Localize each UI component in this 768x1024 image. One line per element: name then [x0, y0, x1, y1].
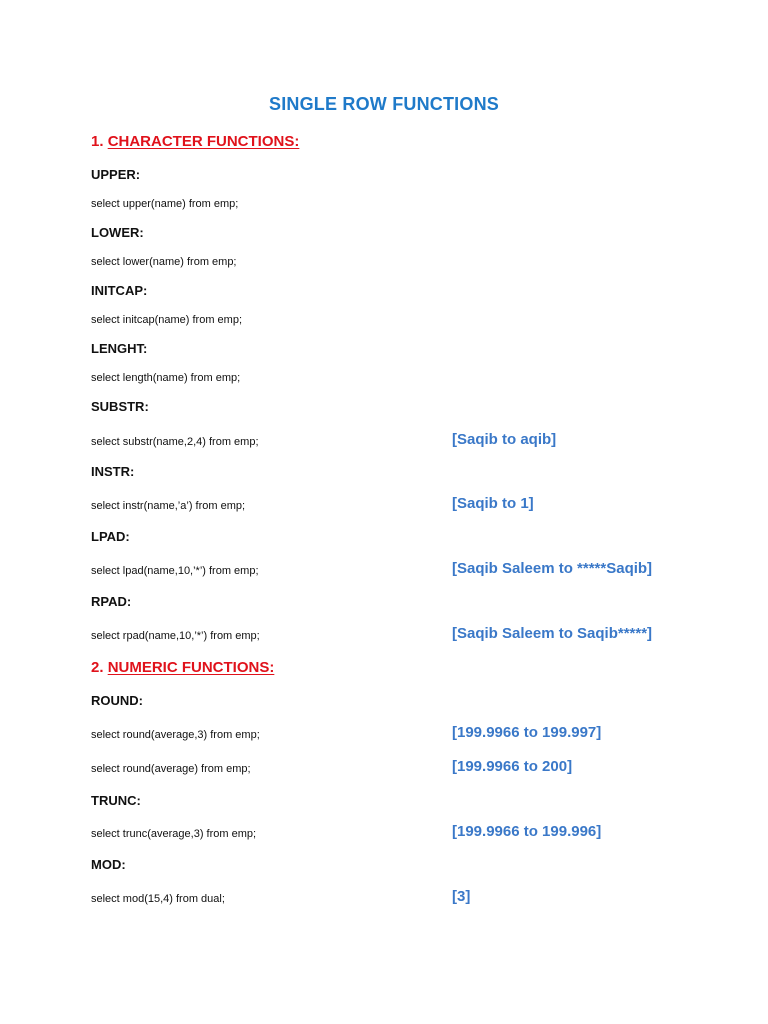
- result-round: [199.9966 to 200]: [452, 758, 573, 775]
- query-lower: select lower(name) from emp;: [91, 256, 237, 268]
- function-name-round: ROUND:: [91, 693, 143, 708]
- section-number: 2.: [91, 659, 104, 676]
- function-name-rpad: RPAD:: [91, 594, 132, 609]
- result-mod: [3]: [452, 888, 471, 905]
- query-mod: select mod(15,4) from dual;: [91, 893, 225, 905]
- section-title: CHARACTER FUNCTIONS:: [107, 133, 300, 150]
- query-substr: select substr(name,2,4) from emp;: [91, 436, 259, 448]
- query-length: select length(name) from emp;: [91, 372, 241, 384]
- function-name-upper: UPPER:: [91, 167, 141, 182]
- function-name-initcap: INITCAP:: [91, 283, 148, 298]
- query-round: select round(average) from emp;: [91, 763, 251, 775]
- result-round-3: [199.9966 to 199.997]: [452, 724, 602, 741]
- query-rpad: select rpad(name,10,’*’) from emp;: [91, 630, 260, 642]
- result-lpad: [Saqib Saleem to *****Saqib]: [452, 560, 653, 577]
- function-name-substr: SUBSTR:: [91, 399, 149, 414]
- query-initcap: select initcap(name) from emp;: [91, 314, 242, 326]
- section-heading-character-functions: [91, 133, 299, 150]
- section-title: NUMERIC FUNCTIONS:: [107, 659, 275, 676]
- query-lpad: select lpad(name,10,’*’) from emp;: [91, 565, 259, 577]
- function-name-length: LENGHT:: [91, 341, 148, 356]
- page-title: SINGLE ROW FUNCTIONS: [269, 94, 499, 114]
- result-rpad: [Saqib Saleem to Saqib*****]: [452, 625, 653, 642]
- result-substr: [Saqib to aqib]: [452, 431, 557, 448]
- query-upper: select upper(name) from emp;: [91, 198, 239, 210]
- query-trunc: select trunc(average,3) from emp;: [91, 828, 257, 840]
- function-name-trunc: TRUNC:: [91, 793, 141, 808]
- section-heading-numeric-functions: [91, 659, 274, 676]
- function-name-lower: LOWER:: [91, 225, 144, 240]
- query-round-3: select round(average,3) from emp;: [91, 729, 260, 741]
- query-instr: select instr(name,’a’) from emp;: [91, 500, 246, 512]
- result-trunc: [199.9966 to 199.996]: [452, 823, 602, 840]
- function-name-mod: MOD:: [91, 857, 126, 872]
- function-name-instr: INSTR:: [91, 464, 135, 479]
- section-number: 1.: [91, 133, 104, 150]
- result-instr: [Saqib to 1]: [452, 495, 534, 512]
- function-name-lpad: LPAD:: [91, 529, 130, 544]
